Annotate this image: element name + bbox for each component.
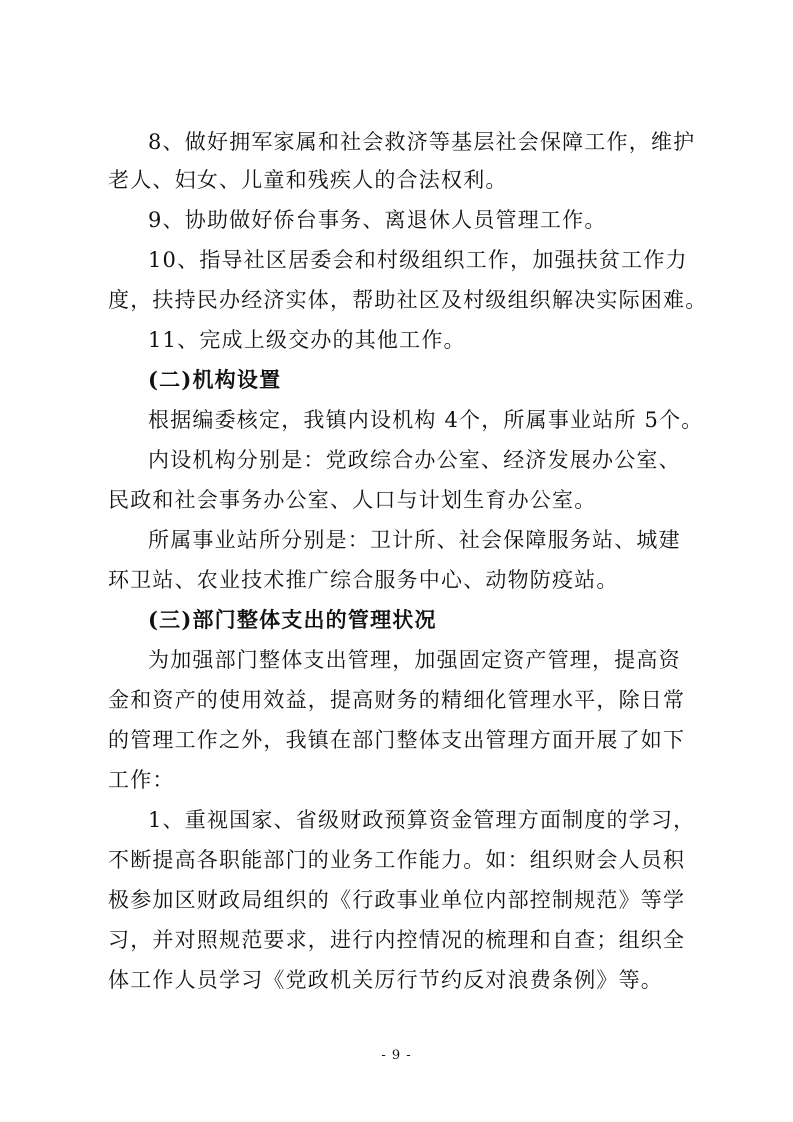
paragraph-line: 体工作人员学习《党政机关厉行节约反对浪费条例》等。 — [108, 968, 663, 992]
paragraph-line: 习，并对照规范要求，进行内控情况的梳理和自查；组织全 — [108, 928, 686, 952]
section-heading: (二)机构设置 — [148, 367, 282, 392]
section-heading: (三)部门整体支出的管理状况 — [148, 607, 437, 632]
paragraph-line: 11、完成上级交办的其他工作。 — [148, 328, 466, 352]
paragraph-line: 度，扶持民办经济实体，帮助社区及村级组织解决实际困难。 — [108, 288, 708, 312]
page-number: - 9 - — [381, 1048, 412, 1063]
paragraph-line: 民政和社会事务办公室、人口与计划生育办公室。 — [108, 488, 597, 512]
paragraph-line: 根据编委核定，我镇内设机构 4个，所属事业站所 5个。 — [148, 408, 704, 432]
paragraph-line: 10、指导社区居委会和村级组织工作，加强扶贫工作力 — [148, 248, 688, 272]
paragraph-line: 金和资产的使用效益，提高财务的精细化管理水平，除日常 — [108, 688, 686, 712]
paragraph-line: 环卫站、农业技术推广综合服务中心、动物防疫站。 — [108, 568, 619, 592]
paragraph-line: 所属事业站所分别是：卫计所、社会保障服务站、城建 — [148, 528, 681, 552]
paragraph-line: 为加强部门整体支出管理，加强固定资产管理，提高资 — [148, 648, 681, 672]
paragraph-line: 的管理工作之外，我镇在部门整体支出管理方面开展了如下 — [108, 728, 686, 752]
paragraph-line: 1、重视国家、省级财政预算资金管理方面制度的学习， — [148, 808, 696, 832]
paragraph-line: 内设机构分别是：党政综合办公室、经济发展办公室、 — [148, 448, 681, 472]
paragraph-line: 工作： — [108, 768, 175, 792]
paragraph-line: 不断提高各职能部门的业务工作能力。如：组织财会人员积 — [108, 848, 686, 872]
paragraph-line: 8、做好拥军家属和社会救济等基层社会保障工作，维护 — [148, 130, 696, 154]
paragraph-line: 9、协助做好侨台事务、离退休人员管理工作。 — [148, 208, 607, 232]
paragraph-line: 老人、妇女、儿童和残疾人的合法权利。 — [108, 168, 508, 192]
paragraph-line: 极参加区财政局组织的《行政事业单位内部控制规范》等学 — [108, 888, 686, 912]
